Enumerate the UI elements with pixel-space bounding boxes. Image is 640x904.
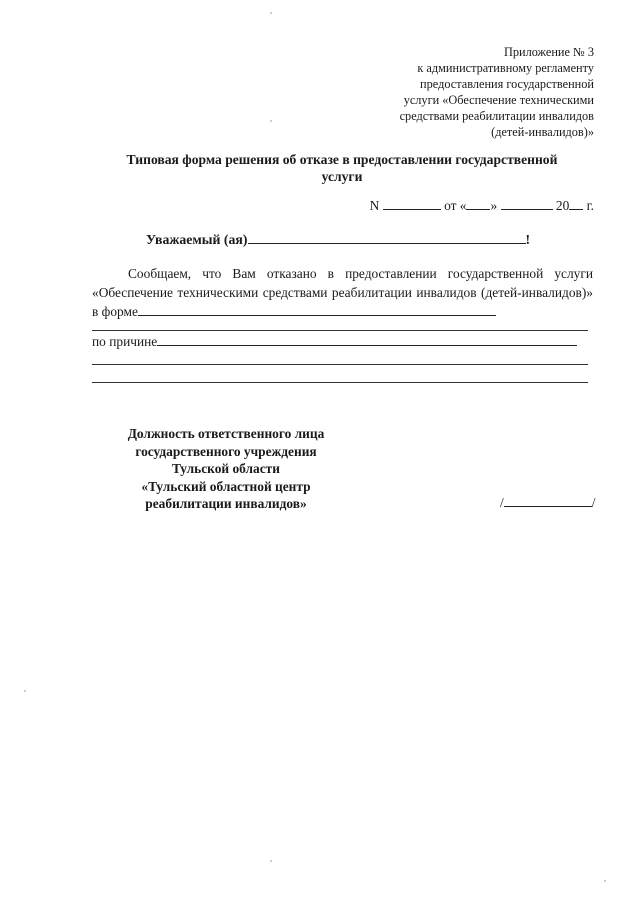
blank-line [92, 382, 588, 383]
signatory-position [96, 425, 356, 513]
number-blank [383, 198, 441, 210]
greeting-label: Уважаемый (ая) [146, 232, 248, 247]
signatory-line: Тульской области [172, 461, 280, 476]
recipient-name-blank [248, 231, 526, 244]
reason-blank [157, 333, 577, 346]
month-blank [501, 198, 553, 210]
slash-close: / [591, 495, 596, 510]
day-blank [466, 198, 490, 210]
annex-line: услуги «Обеспечение техническими [403, 93, 594, 107]
scan-speck [24, 690, 26, 692]
body-paragraph [92, 264, 593, 321]
scan-speck [270, 120, 272, 122]
year-blank [569, 198, 583, 210]
title-line: услуги [321, 169, 363, 184]
quote-close: » [490, 198, 498, 213]
greeting-exclamation: ! [525, 232, 531, 247]
annex-line: предоставления государственной [420, 77, 594, 91]
blank-line [92, 330, 588, 331]
document-number-line [370, 198, 594, 214]
date-open-label: от « [444, 198, 467, 213]
title-line: Типовая форма решения об отказе в предоставлении государственной [126, 152, 558, 167]
signature-field [500, 494, 595, 511]
signatory-line: реабилитации инвалидов» [145, 496, 307, 511]
reason-line [92, 333, 577, 350]
form-blank [138, 303, 496, 316]
greeting-line [146, 231, 530, 248]
signatory-line: «Тульский областной центр [141, 478, 311, 494]
annex-line: (детей-инвалидов)» [491, 125, 594, 139]
document-title [92, 151, 592, 185]
annex-line: к административному регламенту [417, 61, 594, 75]
signature-blank [504, 494, 592, 507]
year-suffix: г. [586, 198, 594, 213]
body-text: Сообщаем, что Вам отказано в предоставлении государственной услуги «Обеспечение техническими средствами реабилитации инвалидов (детей-инвалидов)» в форме [92, 266, 593, 319]
scan-speck [270, 12, 272, 14]
annex-line: Приложение № 3 [503, 45, 594, 59]
signatory-line: государственного учреждения [135, 443, 317, 459]
reason-label: по причине [92, 334, 158, 349]
blank-line [92, 364, 588, 365]
scan-speck [604, 880, 606, 882]
annex-header [334, 44, 594, 140]
scan-speck [270, 860, 272, 862]
signatory-line: Должность ответственного лица [127, 426, 325, 441]
number-label: N [369, 198, 380, 213]
year-prefix: 20 [555, 198, 570, 213]
slash-open: / [500, 495, 504, 510]
annex-line: средствами реабилитации инвалидов [399, 109, 594, 123]
